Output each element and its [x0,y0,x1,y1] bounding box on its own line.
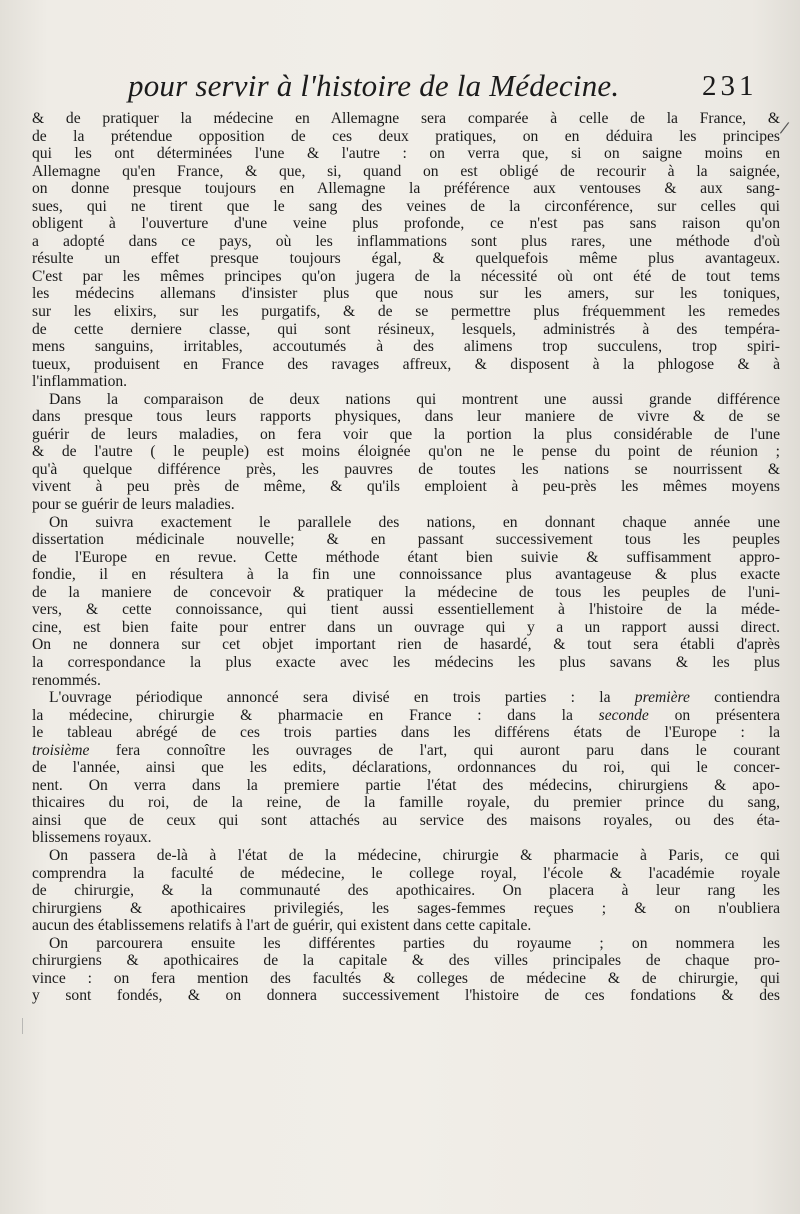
text-line: chirurgiens & apothicaires privilegiés, les sages-femmes reçues ; & on n'oubliera [32,899,780,917]
text-line: vince : on fera mention des facultés & colleges de médecine & de chirurgie, qui [32,969,780,987]
margin-stain [22,1018,27,1034]
page-number: 231 [702,70,758,102]
text-line: de cette derniere classe, qui sont résineux, lesquels, administrés à des tempéra- [32,320,780,338]
text-line: de l'année, ainsi que les edits, déclarations, ordonnances du roi, qui le concer- [32,759,780,777]
text-line: blissemens royaux. [32,829,152,847]
paragraph [32,391,780,514]
paragraph [32,514,780,689]
text-line: l'inflammation. [32,373,128,391]
paragraph [32,689,780,847]
text-line: sues, qui ne tirent que le sang des veines de la circonférence, sur celles qui [32,197,780,215]
text-line: On parcourera ensuite les différentes parties du royaume ; on nommera les [49,934,780,952]
text-line: troisième fera connoître les ouvrages de l'art, qui auront paru dans le courant [32,741,780,759]
text-line: On ne donnera sur cet objet important rien de hasardé, & tout sera établi d'après [32,636,780,654]
text-line: thicaires du roi, de la reine, de la famille royale, du premier prince du sang, [32,794,780,812]
text-line: ainsi que de ceux qui sont attachés au service des maisons royales, ou des éta- [32,811,780,829]
text-line: de la prétendue opposition de ces deux pratiques, on en déduira les principes [32,127,780,145]
text-line: vivent à peu près de même, & qu'ils emploient à peu-près les mêmes moyens [32,478,780,496]
text-line: qu'à quelque différence près, les pauvres de toutes les nations se nourrissent & [32,460,780,478]
margin-mark: / [778,117,791,138]
text-line: la médecine, chirurgie & pharmacie en France : dans la seconde on présentera [32,706,780,724]
text-line: tueux, produisent en France des ravages affreux, & disposent à la phlogose & à [32,355,780,373]
text-line: C'est par les mêmes principes qu'on jugera de la nécessité où ont été de tout tems [32,267,780,285]
page-header [0,68,800,112]
text-line: de la maniere de concevoir & pratiquer la médecine de tous les peuples de l'uni- [32,583,780,601]
text-line: fondie, il en résultera à la fin une connoissance plus avantageuse & plus exacte [32,566,780,584]
text-line: a adopté dans ce pays, où les inflammations sont plus rares, une méthode d'où [32,232,780,250]
text-line: & de l'autre ( le peuple) est moins éloignée qu'on ne le pense du point de réunion ; [32,443,780,461]
text-line: dissertation médicinale nouvelle; & en passant successivement tous les peuples [32,531,780,549]
text-line: chirurgiens & apothicaires de la capitale & des villes principales de chaque pro- [32,952,780,970]
text-line: aucun des établissemens relatifs à l'art de guérir, qui existent dans cette capitale. [32,917,532,935]
text-line: On suivra exactement le parallele des nations, en donnant chaque année une [49,513,780,531]
text-line: résulte un effet presque toujours égal, & quelquefois même plus avantageux. [32,250,780,268]
text-line: nent. On verra dans la premiere partie l'état des médecins, chirurgiens & apo- [32,776,780,794]
text-line: Allemagne qu'en France, & que, si, quand on est obligé de recourir à la saignée, [32,162,780,180]
running-title: pour servir à l'histoire de la Médecine. [128,68,620,103]
body-text [32,110,780,1005]
text-line: renommés. [32,671,101,689]
text-line: guérir de leurs maladies, on fera voir que la portion la plus considérable de l'une [32,425,780,443]
text-line: qui les ont déterminées l'une & l'autre : on verra que, si on saigne moins en [32,145,780,163]
text-line: les médecins allemans d'insister plus que nous sur les amers, sur les toniques, [32,285,780,303]
text-line: y sont fondés, & on donnera successivement l'histoire de ces fondations & des [32,987,780,1005]
text-line: Dans la comparaison de deux nations qui montrent une aussi grande différence [49,390,780,408]
text-line: de l'Europe en revue. Cette méthode étant bien suivie & suffisamment appro- [32,548,780,566]
text-line: On passera de-là à l'état de la médecine, chirurgie & pharmacie à Paris, ce qui [49,846,780,864]
text-line: & de pratiquer la médecine en Allemagne sera comparée à celle de la France, & [32,110,780,127]
paragraph [32,110,780,391]
text-line: la correspondance la plus exacte avec les médecins les plus savans & les plus [32,653,780,671]
text-line: obligent à l'ouverture d'une veine plus profonde, ce n'est pas sans raison qu'on [32,215,780,233]
paragraph [32,935,780,1005]
text-line: le tableau abrégé de ces trois parties dans les différens états de l'Europe : la [32,724,780,742]
text-line: cine, est bien faite pour entrer dans un ouvrage qui y a un rapport aussi direct. [32,618,780,636]
text-line: comprendra la faculté de médecine, le college royal, l'école & l'académie royale [32,864,780,882]
text-line: L'ouvrage périodique annoncé sera divisé en trois parties : la première contiendra [49,689,780,707]
text-line: dans presque tous leurs rapports physiques, dans leur maniere de vivre & de se [32,408,780,426]
text-line: mens sanguins, irritables, accoutumés à des alimens trop succulens, trop spiri- [32,338,780,356]
text-line: on donne presque toujours en Allemagne la préférence aux ventouses & aux sang- [32,180,780,198]
paragraph [32,847,780,935]
text-line: de chirurgie, & la communauté des apothicaires. On placera à leur rang les [32,882,780,900]
text-line: vers, & cette connoissance, qui tient aussi essentiellement à l'histoire de la méde- [32,601,780,619]
text-line: sur les elixirs, sur les purgatifs, & de se permettre plus fréquemment les remedes [32,303,780,321]
text-line: pour se guérir de leurs maladies. [32,496,235,514]
